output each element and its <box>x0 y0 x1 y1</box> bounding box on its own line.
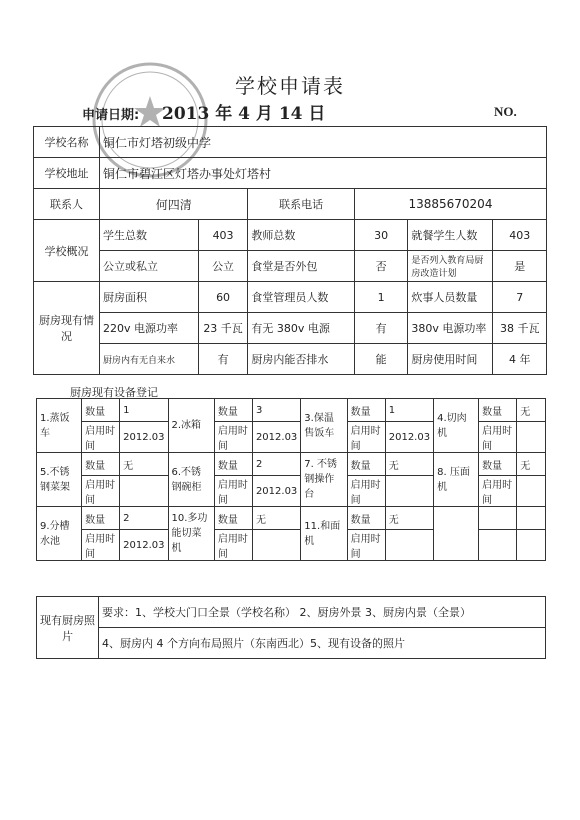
quantity-value: 无 <box>120 453 168 476</box>
quantity-value: 无 <box>385 453 433 476</box>
start-date-label: 启用时间 <box>479 476 517 507</box>
photos-requirement-line-1: 要求：1、学校大门口全景（学校名称） 2、厨房外景 3、厨房内景（全景） <box>99 597 546 628</box>
start-date-value <box>517 476 546 507</box>
quantity-value <box>517 507 546 530</box>
quantity-value: 3 <box>252 399 300 422</box>
equipment-name: 2.冰箱 <box>168 399 214 453</box>
outsourced-label: 食堂是否外包 <box>248 251 355 282</box>
cooks-value: 7 <box>493 282 547 313</box>
quantity-value: 1 <box>385 399 433 422</box>
diners-label: 就餐学生人数 <box>408 220 493 251</box>
equipment-name: 8. 压面机 <box>434 453 479 507</box>
p380-value: 38 千瓦 <box>493 313 547 344</box>
diners-value: 403 <box>493 220 547 251</box>
photos-label: 现有厨房照片 <box>37 597 99 659</box>
quantity-value: 1 <box>120 399 168 422</box>
start-date-label: 启用时间 <box>214 530 252 561</box>
quantity-label: 数量 <box>214 453 252 476</box>
number-label: NO. <box>494 104 517 119</box>
quantity-label: 数量 <box>347 453 385 476</box>
quantity-label <box>479 507 517 530</box>
equipment-name: 10.多功能切菜机 <box>168 507 214 561</box>
p220-value: 23 千瓦 <box>198 313 248 344</box>
start-date-label: 启用时间 <box>347 422 385 453</box>
teachers-value: 30 <box>354 220 407 251</box>
quantity-label: 数量 <box>82 507 120 530</box>
managers-label: 食堂管理员人数 <box>248 282 355 313</box>
phone-value: 13885670204 <box>354 189 546 220</box>
equipment-name: 5.不锈钢菜架 <box>37 453 82 507</box>
equipment-name: 7. 不锈钢操作台 <box>301 453 347 507</box>
quantity-label: 数量 <box>347 399 385 422</box>
water-label: 厨房内有无自来水 <box>100 344 199 375</box>
cooks-label: 炊事人员数量 <box>408 282 493 313</box>
date-label: 申请日期: <box>82 108 140 123</box>
p380-label: 380v 电源功率 <box>408 313 493 344</box>
school-info-table <box>33 126 547 375</box>
start-date-label: 启用时间 <box>479 422 517 453</box>
form-title: 学校申请表 <box>235 74 345 98</box>
type-label: 公立或私立 <box>100 251 199 282</box>
equipment-name: 11.和面机 <box>301 507 347 561</box>
students-value: 403 <box>198 220 248 251</box>
has380-label: 有无 380v 电源 <box>248 313 355 344</box>
drain-value: 能 <box>354 344 407 375</box>
equipment-name: 1.蒸饭车 <box>37 399 82 453</box>
quantity-label: 数量 <box>479 453 517 476</box>
quantity-label: 数量 <box>479 399 517 422</box>
p220-label: 220v 电源功率 <box>100 313 199 344</box>
contact-label: 联系人 <box>34 189 100 220</box>
start-date-label: 启用时间 <box>347 476 385 507</box>
school-name: 铜仁市灯塔初级中学 <box>100 127 547 158</box>
start-date-value: 2012.03 <box>252 476 300 507</box>
equipment-table <box>36 398 546 561</box>
type-value: 公立 <box>198 251 248 282</box>
has380-value: 有 <box>354 313 407 344</box>
contact-value: 何四清 <box>100 189 248 220</box>
photos-table <box>36 596 546 659</box>
quantity-label: 数量 <box>82 399 120 422</box>
school-name-label: 学校名称 <box>34 127 100 158</box>
start-date-value <box>252 530 300 561</box>
date-value: 2013 年 4 月 14 日 <box>162 104 326 124</box>
school-address-label: 学校地址 <box>34 158 100 189</box>
start-date-label: 启用时间 <box>82 422 120 453</box>
years-value: 4 年 <box>493 344 547 375</box>
quantity-value: 2 <box>252 453 300 476</box>
start-date-label: 启用时间 <box>82 530 120 561</box>
school-address: 铜仁市碧江区灯塔办事处灯塔村 <box>100 158 547 189</box>
equipment-name: 9.分槽水池 <box>37 507 82 561</box>
quantity-label: 数量 <box>214 507 252 530</box>
quantity-label: 数量 <box>214 399 252 422</box>
start-date-value <box>517 422 546 453</box>
teachers-label: 教师总数 <box>248 220 355 251</box>
quantity-label: 数量 <box>82 453 120 476</box>
equipment-name: 6.不锈钢碗柜 <box>168 453 214 507</box>
quantity-value: 无 <box>385 507 433 530</box>
outsourced-value: 否 <box>354 251 407 282</box>
start-date-value <box>120 476 168 507</box>
water-value: 有 <box>198 344 248 375</box>
area-value: 60 <box>198 282 248 313</box>
start-date-value: 2012.03 <box>120 422 168 453</box>
start-date-value <box>385 530 433 561</box>
equipment-name: 3.保温售饭车 <box>301 399 347 453</box>
quantity-value: 无 <box>517 399 546 422</box>
start-date-value: 2012.03 <box>385 422 433 453</box>
renovation-value: 是 <box>493 251 547 282</box>
renovation-label: 是否列入教育局厨房改造计划 <box>408 251 493 282</box>
start-date-value: 2012.03 <box>252 422 300 453</box>
phone-label: 联系电话 <box>248 189 355 220</box>
kitchen-label: 厨房现有情况 <box>34 282 100 375</box>
start-date-value <box>517 530 546 561</box>
overview-label: 学校概况 <box>34 220 100 282</box>
start-date-label <box>479 530 517 561</box>
quantity-label: 数量 <box>347 507 385 530</box>
quantity-value: 2 <box>120 507 168 530</box>
equipment-name: 4.切肉机 <box>434 399 479 453</box>
drain-label: 厨房内能否排水 <box>248 344 355 375</box>
managers-value: 1 <box>354 282 407 313</box>
start-date-value: 2012.03 <box>120 530 168 561</box>
start-date-label: 启用时间 <box>214 476 252 507</box>
quantity-value: 无 <box>517 453 546 476</box>
start-date-label: 启用时间 <box>347 530 385 561</box>
equipment-name <box>434 507 479 561</box>
area-label: 厨房面积 <box>100 282 199 313</box>
equipment-section-title: 厨房现有设备登记 <box>70 386 158 399</box>
start-date-label: 启用时间 <box>82 476 120 507</box>
years-label: 厨房使用时间 <box>408 344 493 375</box>
start-date-value <box>385 476 433 507</box>
photos-requirement-line-2: 4、厨房内 4 个方向布局照片（东南西北）5、现有设备的照片 <box>99 628 546 659</box>
quantity-value: 无 <box>252 507 300 530</box>
students-label: 学生总数 <box>100 220 199 251</box>
start-date-label: 启用时间 <box>214 422 252 453</box>
